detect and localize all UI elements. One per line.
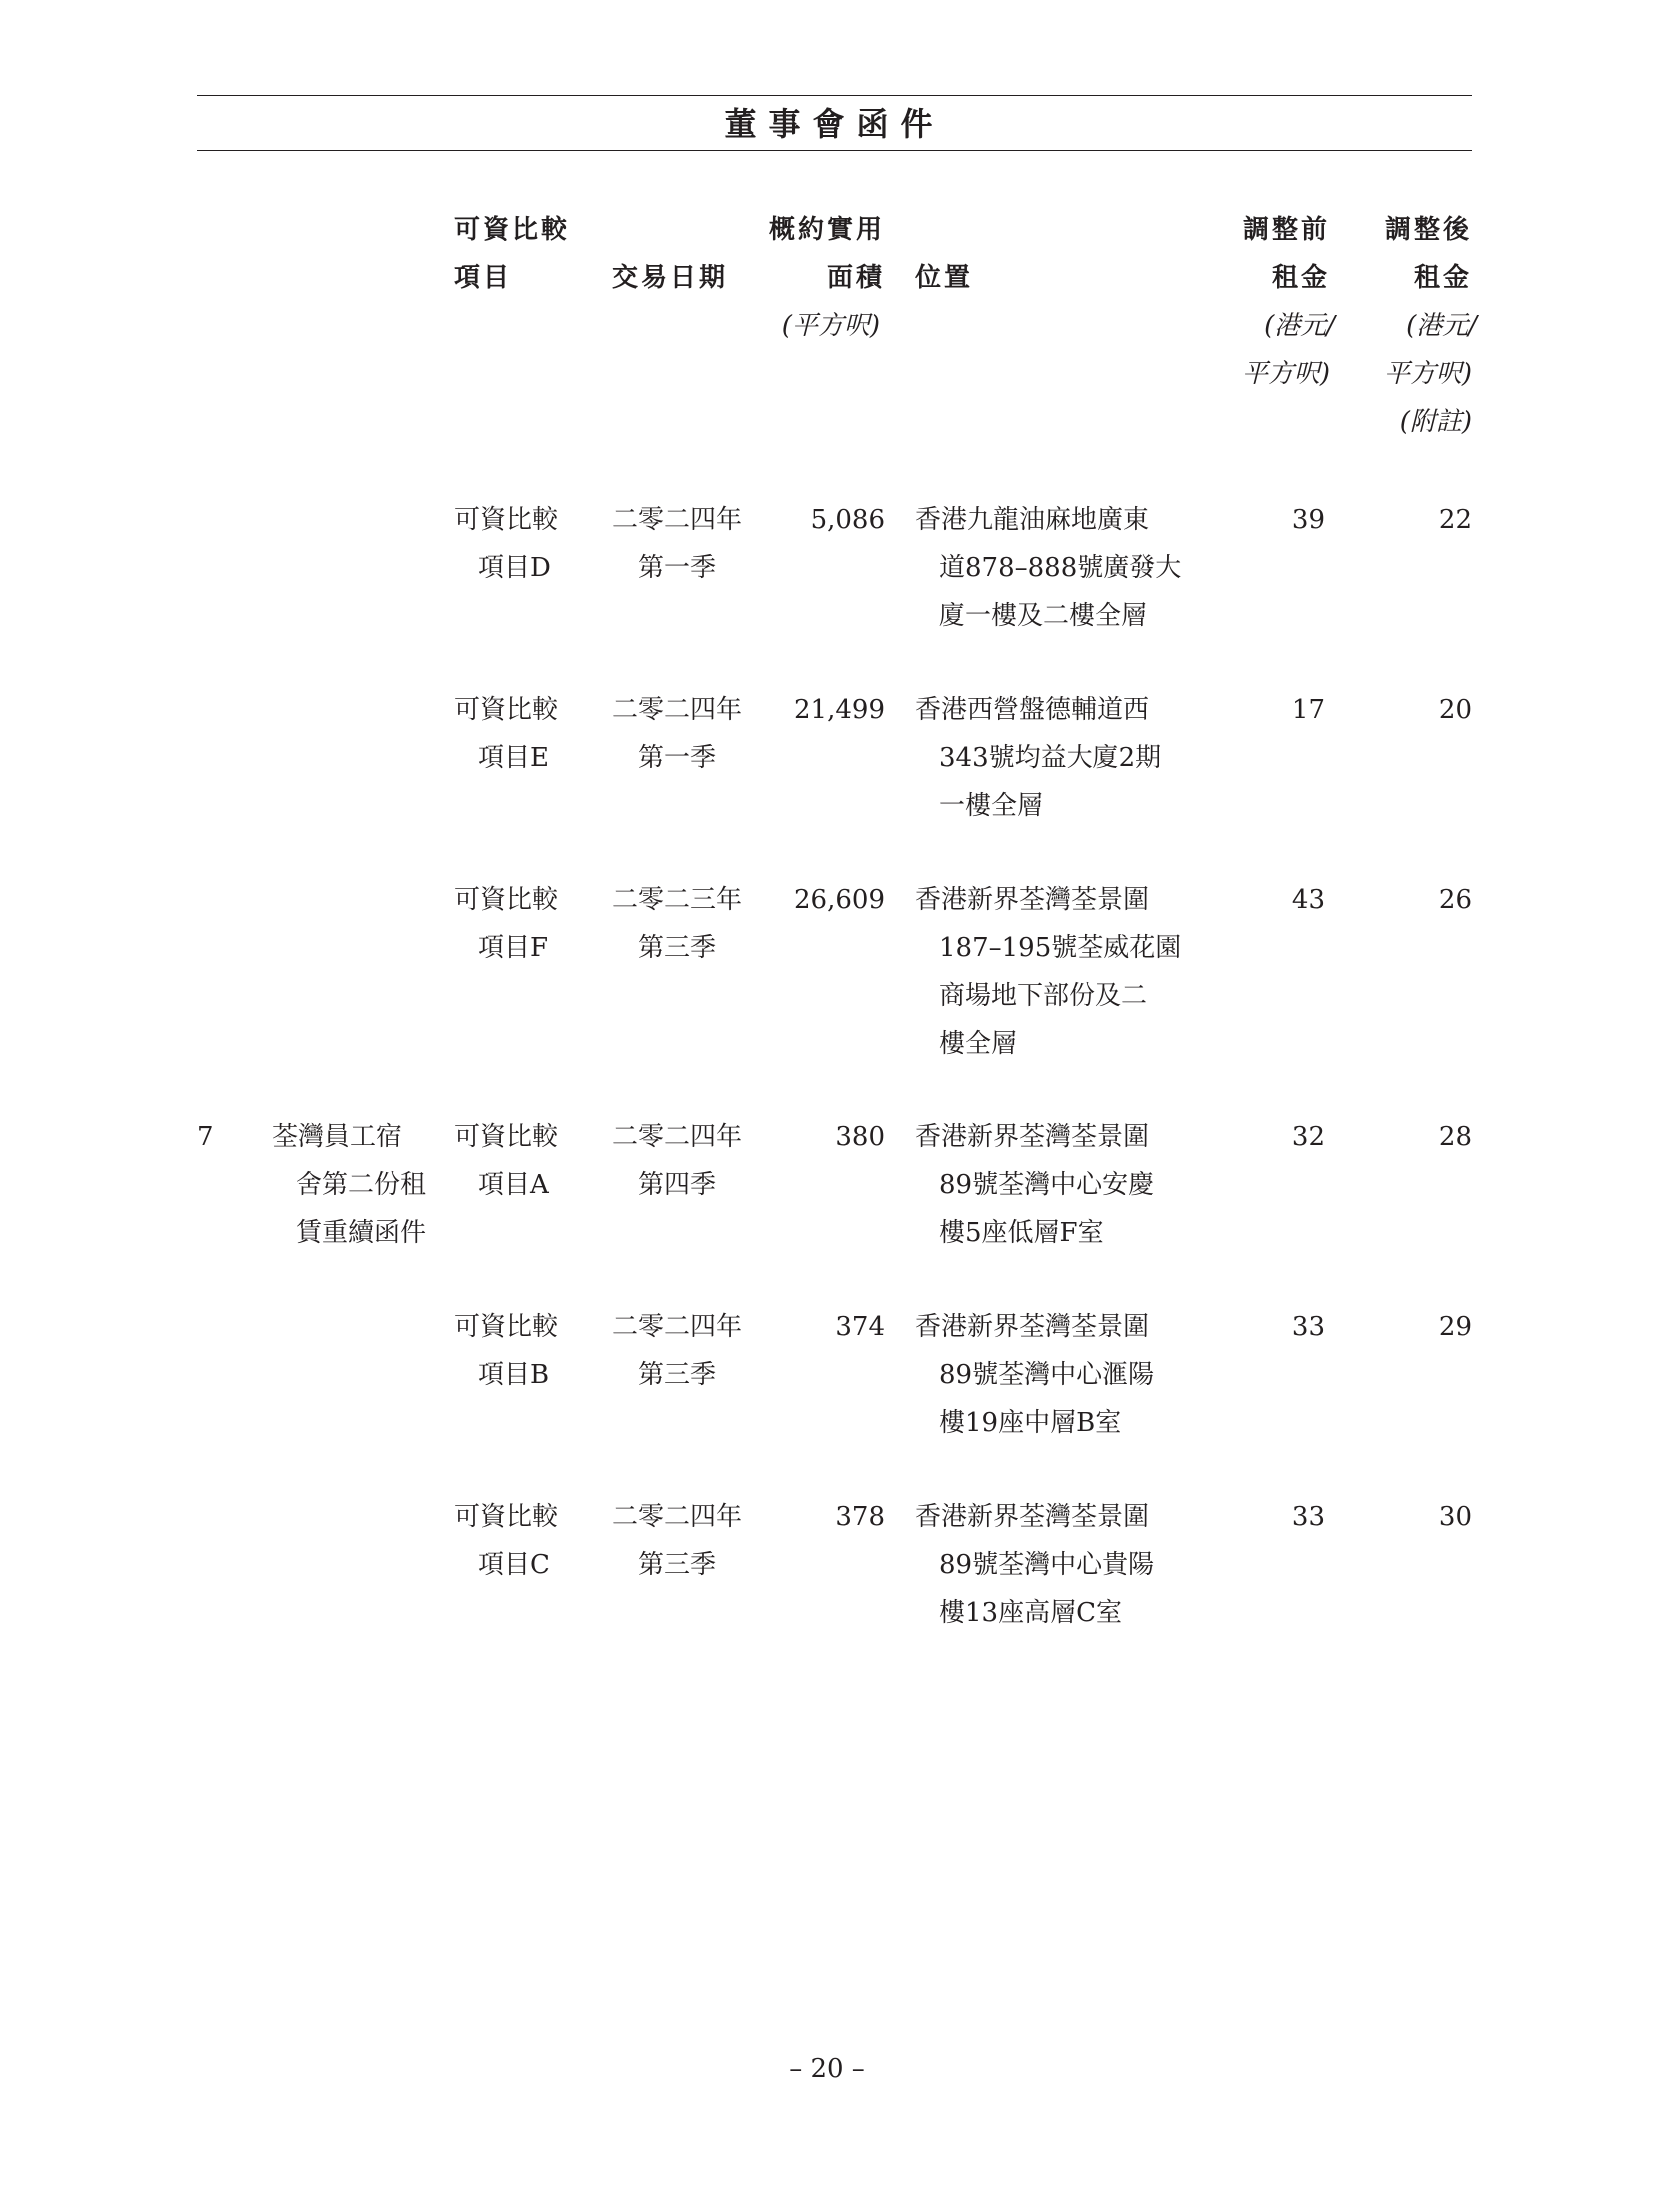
comparable-line: 項目D bbox=[478, 553, 551, 583]
comparable-line: 項目F bbox=[478, 933, 549, 963]
rent-before-value: 43 bbox=[1291, 885, 1325, 915]
col-comparable-line2: 項目 bbox=[454, 263, 513, 293]
cell-rent-after bbox=[1390, 686, 1472, 734]
location-line: 樓13座高層C室 bbox=[939, 1598, 1122, 1628]
rent-after-value: 29 bbox=[1438, 1312, 1472, 1342]
rent-after-value: 22 bbox=[1438, 505, 1472, 535]
comparable-line: 可資比較 bbox=[454, 695, 559, 725]
cell-area bbox=[760, 686, 885, 734]
comparable-line: 項目B bbox=[478, 1360, 550, 1390]
cell-area bbox=[760, 496, 885, 544]
cell-rent-after bbox=[1390, 1493, 1472, 1541]
area-value: 380 bbox=[835, 1122, 885, 1152]
col-rent-before-line1: 調整前 bbox=[1242, 215, 1330, 245]
cell-date bbox=[612, 876, 742, 972]
cell-location bbox=[915, 1113, 1165, 1257]
area-value: 26,609 bbox=[794, 885, 885, 915]
location-line: 香港西營盤德輔道西 bbox=[915, 695, 1150, 725]
date-line: 第三季 bbox=[637, 933, 716, 963]
cell-location bbox=[915, 496, 1182, 640]
col-rent-after-line1: 調整後 bbox=[1384, 215, 1472, 245]
cell-area bbox=[760, 1113, 885, 1161]
comparable-line: 項目C bbox=[478, 1550, 550, 1580]
date-line: 二零二四年 bbox=[612, 695, 743, 725]
col-location: 位置 bbox=[915, 263, 974, 293]
cell-area bbox=[760, 1303, 885, 1351]
location-line: 一樓全層 bbox=[939, 791, 1044, 821]
cell-area bbox=[760, 1493, 885, 1541]
comparable-line: 可資比較 bbox=[454, 885, 559, 915]
cell-date bbox=[612, 686, 742, 782]
rent-after-value: 20 bbox=[1438, 695, 1472, 725]
cell-rent-after bbox=[1390, 1113, 1472, 1161]
date-line: 二零二四年 bbox=[612, 1502, 743, 1532]
date-line: 第四季 bbox=[637, 1170, 716, 1200]
rent-before-value: 33 bbox=[1291, 1502, 1325, 1532]
date-line: 二零二三年 bbox=[612, 885, 743, 915]
cell-rent-before bbox=[1240, 876, 1325, 924]
cell-item bbox=[197, 1113, 237, 1161]
cell-rent-before bbox=[1240, 496, 1325, 544]
cell-rent-before bbox=[1240, 1303, 1325, 1351]
area-value: 21,499 bbox=[794, 695, 885, 725]
location-line: 廈一樓及二樓全層 bbox=[939, 601, 1148, 631]
property-line: 荃灣員工宿 bbox=[272, 1122, 403, 1152]
date-line: 二零二四年 bbox=[612, 505, 743, 535]
location-line: 香港新界荃灣荃景圍 bbox=[915, 1312, 1150, 1342]
cell-comparable bbox=[454, 1113, 594, 1209]
rent-after-value: 30 bbox=[1438, 1502, 1472, 1532]
cell-location bbox=[915, 876, 1182, 1068]
cell-comparable bbox=[454, 1303, 594, 1399]
rent-before-value: 39 bbox=[1291, 505, 1325, 535]
location-line: 樓19座中層B室 bbox=[939, 1408, 1122, 1438]
comparable-line: 可資比較 bbox=[454, 1122, 559, 1152]
cell-date bbox=[612, 1493, 742, 1589]
item-value: 7 bbox=[197, 1122, 214, 1152]
cell-area bbox=[760, 876, 885, 924]
location-line: 香港新界荃灣荃景圍 bbox=[915, 1122, 1150, 1152]
col-rent-before-unit-line1: (港元/ bbox=[1264, 311, 1335, 341]
cell-comparable bbox=[454, 686, 594, 782]
cell-comparable bbox=[454, 1493, 594, 1589]
cell-rent-after bbox=[1390, 1303, 1472, 1351]
col-date: 交易日期 bbox=[612, 263, 729, 293]
location-line: 187–195號荃威花園 bbox=[939, 933, 1182, 963]
cell-date bbox=[612, 1303, 742, 1399]
cell-comparable bbox=[454, 876, 594, 972]
date-line: 第三季 bbox=[637, 1550, 716, 1580]
cell-rent-after bbox=[1390, 876, 1472, 924]
cell-date bbox=[612, 496, 742, 592]
rent-after-value: 28 bbox=[1438, 1122, 1472, 1152]
location-line: 樓全層 bbox=[939, 1029, 1018, 1059]
col-rent-after-line2: 租金 bbox=[1413, 263, 1472, 293]
col-rent-after-unit-line2: 平方呎) bbox=[1383, 359, 1472, 389]
comparable-line: 可資比較 bbox=[454, 505, 559, 535]
cell-rent-before bbox=[1240, 1113, 1325, 1161]
cell-location bbox=[915, 686, 1165, 830]
cell-location bbox=[915, 1493, 1165, 1637]
rent-before-value: 32 bbox=[1291, 1122, 1325, 1152]
location-line: 343號均益大廈2期 bbox=[939, 743, 1162, 773]
cell-rent-after bbox=[1390, 496, 1472, 544]
location-line: 道878–888號廣發大 bbox=[939, 553, 1182, 583]
date-line: 二零二四年 bbox=[612, 1122, 743, 1152]
col-rent-after-unit-line1: (港元/ bbox=[1406, 311, 1477, 341]
property-line: 賃重續函件 bbox=[296, 1218, 427, 1248]
page-number: – 20 – bbox=[789, 2054, 865, 2084]
comparable-line: 項目E bbox=[478, 743, 549, 773]
area-value: 5,086 bbox=[810, 505, 885, 535]
area-value: 378 bbox=[835, 1502, 885, 1532]
col-rent-before-unit-line2: 平方呎) bbox=[1241, 359, 1330, 389]
cell-date bbox=[612, 1113, 742, 1209]
comparable-line: 可資比較 bbox=[454, 1312, 559, 1342]
col-rent-after-note: (附註) bbox=[1399, 407, 1472, 437]
location-line: 香港九龍油麻地廣東 bbox=[915, 505, 1150, 535]
comparable-line: 項目A bbox=[478, 1170, 549, 1200]
cell-location bbox=[915, 1303, 1165, 1447]
rent-after-value: 26 bbox=[1438, 885, 1472, 915]
col-area-line1: 概約實用 bbox=[768, 215, 885, 245]
location-line: 89號荃灣中心貴陽 bbox=[939, 1550, 1155, 1580]
date-line: 第一季 bbox=[637, 743, 716, 773]
header-rule-top bbox=[197, 95, 1472, 96]
col-area-unit: (平方呎) bbox=[781, 311, 880, 341]
date-line: 二零二四年 bbox=[612, 1312, 743, 1342]
location-line: 香港新界荃灣荃景圍 bbox=[915, 1502, 1150, 1532]
cell-property bbox=[272, 1113, 437, 1257]
location-line: 89號荃灣中心安慶 bbox=[939, 1170, 1155, 1200]
col-rent-before-line2: 租金 bbox=[1271, 263, 1330, 293]
col-comparable-line1: 可資比較 bbox=[454, 215, 571, 245]
location-line: 商場地下部份及二 bbox=[939, 981, 1148, 1011]
col-area-line2: 面積 bbox=[826, 263, 885, 293]
property-line: 舍第二份租 bbox=[296, 1170, 427, 1200]
area-value: 374 bbox=[835, 1312, 885, 1342]
rent-before-value: 17 bbox=[1291, 695, 1325, 725]
rent-before-value: 33 bbox=[1291, 1312, 1325, 1342]
location-line: 89號荃灣中心滙陽 bbox=[939, 1360, 1155, 1390]
location-line: 香港新界荃灣荃景圍 bbox=[915, 885, 1150, 915]
comparable-line: 可資比較 bbox=[454, 1502, 559, 1532]
cell-rent-before bbox=[1240, 686, 1325, 734]
cell-comparable bbox=[454, 496, 594, 592]
cell-rent-before bbox=[1240, 1493, 1325, 1541]
page-header-title: 董事會函件 bbox=[724, 105, 945, 143]
date-line: 第三季 bbox=[637, 1360, 716, 1390]
location-line: 樓5座低層F室 bbox=[939, 1218, 1104, 1248]
date-line: 第一季 bbox=[637, 553, 716, 583]
header-rule-bottom bbox=[197, 150, 1472, 151]
